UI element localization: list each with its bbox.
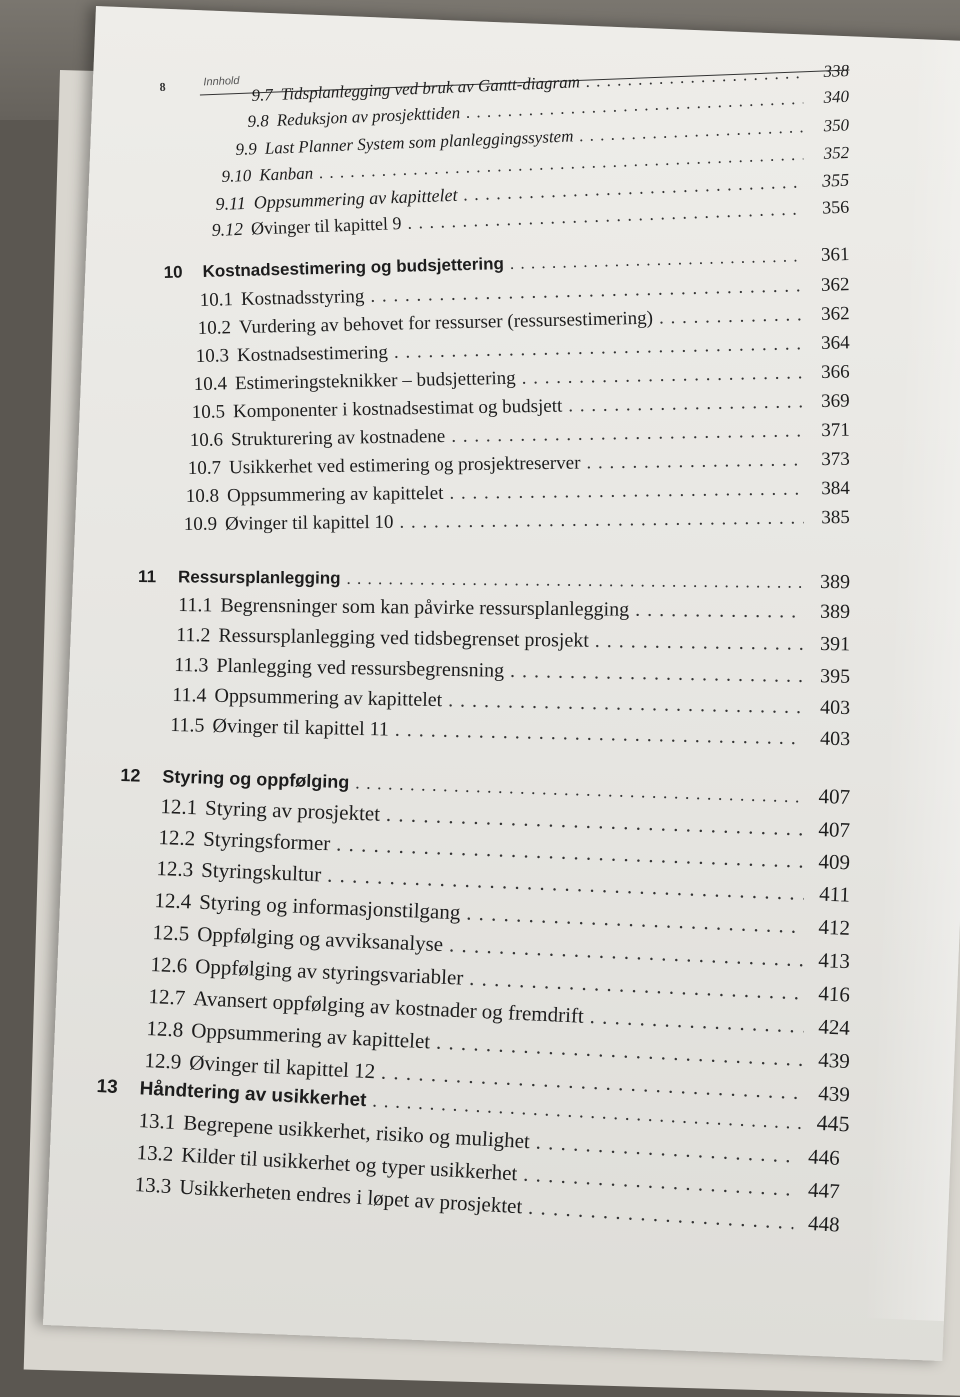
chapter-title: Håndtering av usikkerhet	[139, 1078, 367, 1112]
entry-page: 391	[819, 632, 851, 656]
entry-page: 447	[807, 1177, 841, 1204]
entry-number: 12.7	[148, 984, 186, 1010]
entry-page: 407	[818, 783, 851, 809]
entry-title: Usikkerhet ved estimering og prosjektreserver	[228, 452, 581, 479]
entry-title: Avansert oppfølging av kostnader og fremdrift	[192, 986, 585, 1028]
entry-title: Begrepene usikkerhet, risiko og mulighet	[182, 1110, 531, 1154]
entry-number: 10.3	[195, 345, 230, 368]
entry-page: 356	[821, 196, 850, 218]
entry-page: 413	[817, 947, 851, 974]
entry-page: 407	[818, 816, 851, 843]
entry-number: 10.1	[199, 289, 234, 312]
entry-page: 352	[823, 142, 850, 163]
entry-number: 12.5	[152, 920, 190, 946]
entry-page: 369	[821, 390, 850, 413]
entry-page: 384	[821, 477, 850, 500]
page-number: 8	[159, 79, 166, 95]
entry-number: 12.1	[160, 794, 198, 820]
entry-page: 366	[820, 361, 850, 383]
entry-page: 412	[818, 914, 851, 940]
toc-chapter	[138, 565, 850, 594]
entry-title: Last Planner System som planleggingssystem	[264, 126, 574, 158]
entry-title: Oppsummering av kapittelet	[226, 482, 444, 507]
entry-number: 9.8	[247, 111, 270, 132]
entry-title: Styringskultur	[200, 857, 322, 887]
chapter-number: 10	[163, 262, 183, 283]
entry-title: Oppfølging og avviksanalyse	[196, 921, 444, 957]
entry-title: Kanban	[258, 163, 314, 185]
entry-number: 11.3	[174, 654, 209, 677]
entry-page: 361	[820, 244, 850, 266]
entry-number: 11.4	[172, 684, 207, 707]
entry-page: 395	[819, 665, 851, 688]
entry-title: Styring av prosjektet	[204, 795, 381, 826]
entry-page: 403	[819, 696, 851, 720]
chapter-title: Kostnadsestimering og budsjettering	[202, 254, 505, 281]
running-head: Innhold	[203, 74, 240, 89]
entry-page: 409	[818, 849, 851, 875]
chapter-number: 13	[96, 1076, 119, 1099]
entry-page: 371	[821, 419, 850, 442]
entry-title: Estimeringsteknikker – budsjettering	[234, 367, 516, 395]
entry-title: Ressursplanlegging ved tidsbegrenset prosjekt	[218, 624, 590, 652]
entry-title: Strukturering av kostnadene	[230, 425, 446, 451]
entry-page: 338	[823, 60, 850, 82]
entry-title: Oppsummering av kapittelet	[214, 684, 443, 712]
entry-page: 362	[820, 303, 850, 325]
toc-entry	[194, 361, 850, 396]
entry-number: 12.2	[158, 825, 196, 851]
toc-entry	[174, 654, 850, 689]
entry-page: 448	[807, 1210, 841, 1237]
entry-number: 12.9	[144, 1048, 182, 1074]
entry-title: Vurdering av behovet for ressurser (ressursestimering)	[238, 307, 654, 339]
entry-title: Øvinger til kapittel 9	[250, 213, 402, 239]
entry-number: 9.10	[221, 165, 252, 187]
entry-title: Tidsplanlegging ved bruk av Gantt-diagram	[280, 72, 581, 104]
entry-number: 10.8	[185, 485, 220, 508]
toc-entry	[186, 478, 850, 508]
toc-entry	[172, 684, 850, 720]
entry-title: Styringsformer	[202, 826, 331, 856]
entry-page: 439	[817, 1047, 851, 1074]
entry-number: 11.5	[170, 714, 205, 737]
entry-title: Oppsummering av kapittelet	[253, 184, 458, 213]
entry-number: 9.11	[215, 192, 247, 215]
toc-entry	[170, 714, 850, 751]
entry-page: 385	[821, 507, 850, 529]
entry-number: 13.3	[134, 1172, 173, 1199]
toc-entry	[184, 507, 850, 536]
entry-title: Kostnadsstyring	[240, 285, 365, 310]
entry-number: 10.7	[187, 457, 222, 480]
entry-page: 403	[819, 727, 851, 751]
entry-number: 9.12	[211, 218, 244, 241]
entry-number: 10.5	[191, 401, 226, 424]
chapter-title: Ressursplanlegging	[178, 567, 341, 588]
entry-page: 446	[807, 1144, 841, 1170]
toc-entry	[178, 594, 850, 624]
entry-title: Øvinger til kapittel 11	[212, 714, 390, 741]
entry-page: 362	[820, 274, 850, 296]
entry-title: Oppfølging av styringsvariabler	[194, 953, 464, 990]
entry-page: 424	[817, 1014, 851, 1040]
entry-page: 373	[821, 448, 850, 471]
entry-title: Planlegging ved ressursbegrensning	[216, 654, 505, 682]
toc-entry	[192, 391, 850, 424]
entry-number: 10.9	[183, 513, 218, 536]
entry-number: 12.4	[154, 888, 192, 914]
toc-entry	[188, 449, 850, 480]
entry-title: Oppsummering av kapittelet	[190, 1018, 431, 1054]
toc-entry	[176, 624, 850, 656]
entry-page: 445	[816, 1109, 851, 1137]
chapter-number: 12	[120, 765, 141, 786]
entry-number: 10.2	[197, 317, 232, 340]
entry-page: 364	[820, 332, 850, 354]
entry-number: 13.1	[138, 1108, 177, 1134]
entry-number: 10.4	[193, 373, 228, 396]
entry-title: Øvinger til kapittel 10	[225, 511, 394, 535]
entry-number: 12.8	[146, 1016, 184, 1042]
entry-title: Kostnadsestimering	[236, 341, 389, 367]
entry-number: 12.6	[150, 952, 188, 978]
entry-number: 9.9	[235, 139, 258, 160]
entry-page: 389	[819, 570, 851, 594]
chapter-title: Styring og oppfølging	[162, 766, 350, 793]
entry-page: 389	[819, 600, 851, 624]
entry-number: 11.2	[176, 624, 211, 647]
entry-number: 10.6	[189, 429, 224, 452]
chapter-number: 11	[138, 567, 157, 587]
entry-page: 350	[823, 115, 850, 136]
toc-entry	[190, 420, 850, 452]
entry-title: Begrensninger som kan påvirke ressursplanlegging	[220, 594, 630, 621]
entry-page: 340	[823, 86, 850, 107]
entry-title: Reduksjon av prosjekttiden	[276, 103, 461, 130]
entry-page: 355	[821, 169, 850, 191]
entry-page: 439	[817, 1080, 851, 1107]
entry-number: 11.1	[178, 594, 213, 617]
entry-number: 9.7	[251, 85, 274, 106]
entry-title: Komponenter i kostnadsestimat og budsjett	[232, 395, 563, 423]
entry-title: Øvinger til kapittel 12	[188, 1050, 376, 1084]
entry-page: 411	[818, 881, 851, 907]
entry-title: Styring og informasjonstilgang	[198, 889, 461, 925]
entry-page: 416	[817, 981, 851, 1007]
entry-number: 13.2	[136, 1140, 175, 1167]
entry-number: 12.3	[156, 856, 194, 882]
entry-title: Usikkerheten endres i løpet av prosjektet	[178, 1174, 524, 1219]
entry-title: Kilder til usikkerhet og typer usikkerhet	[180, 1142, 519, 1186]
